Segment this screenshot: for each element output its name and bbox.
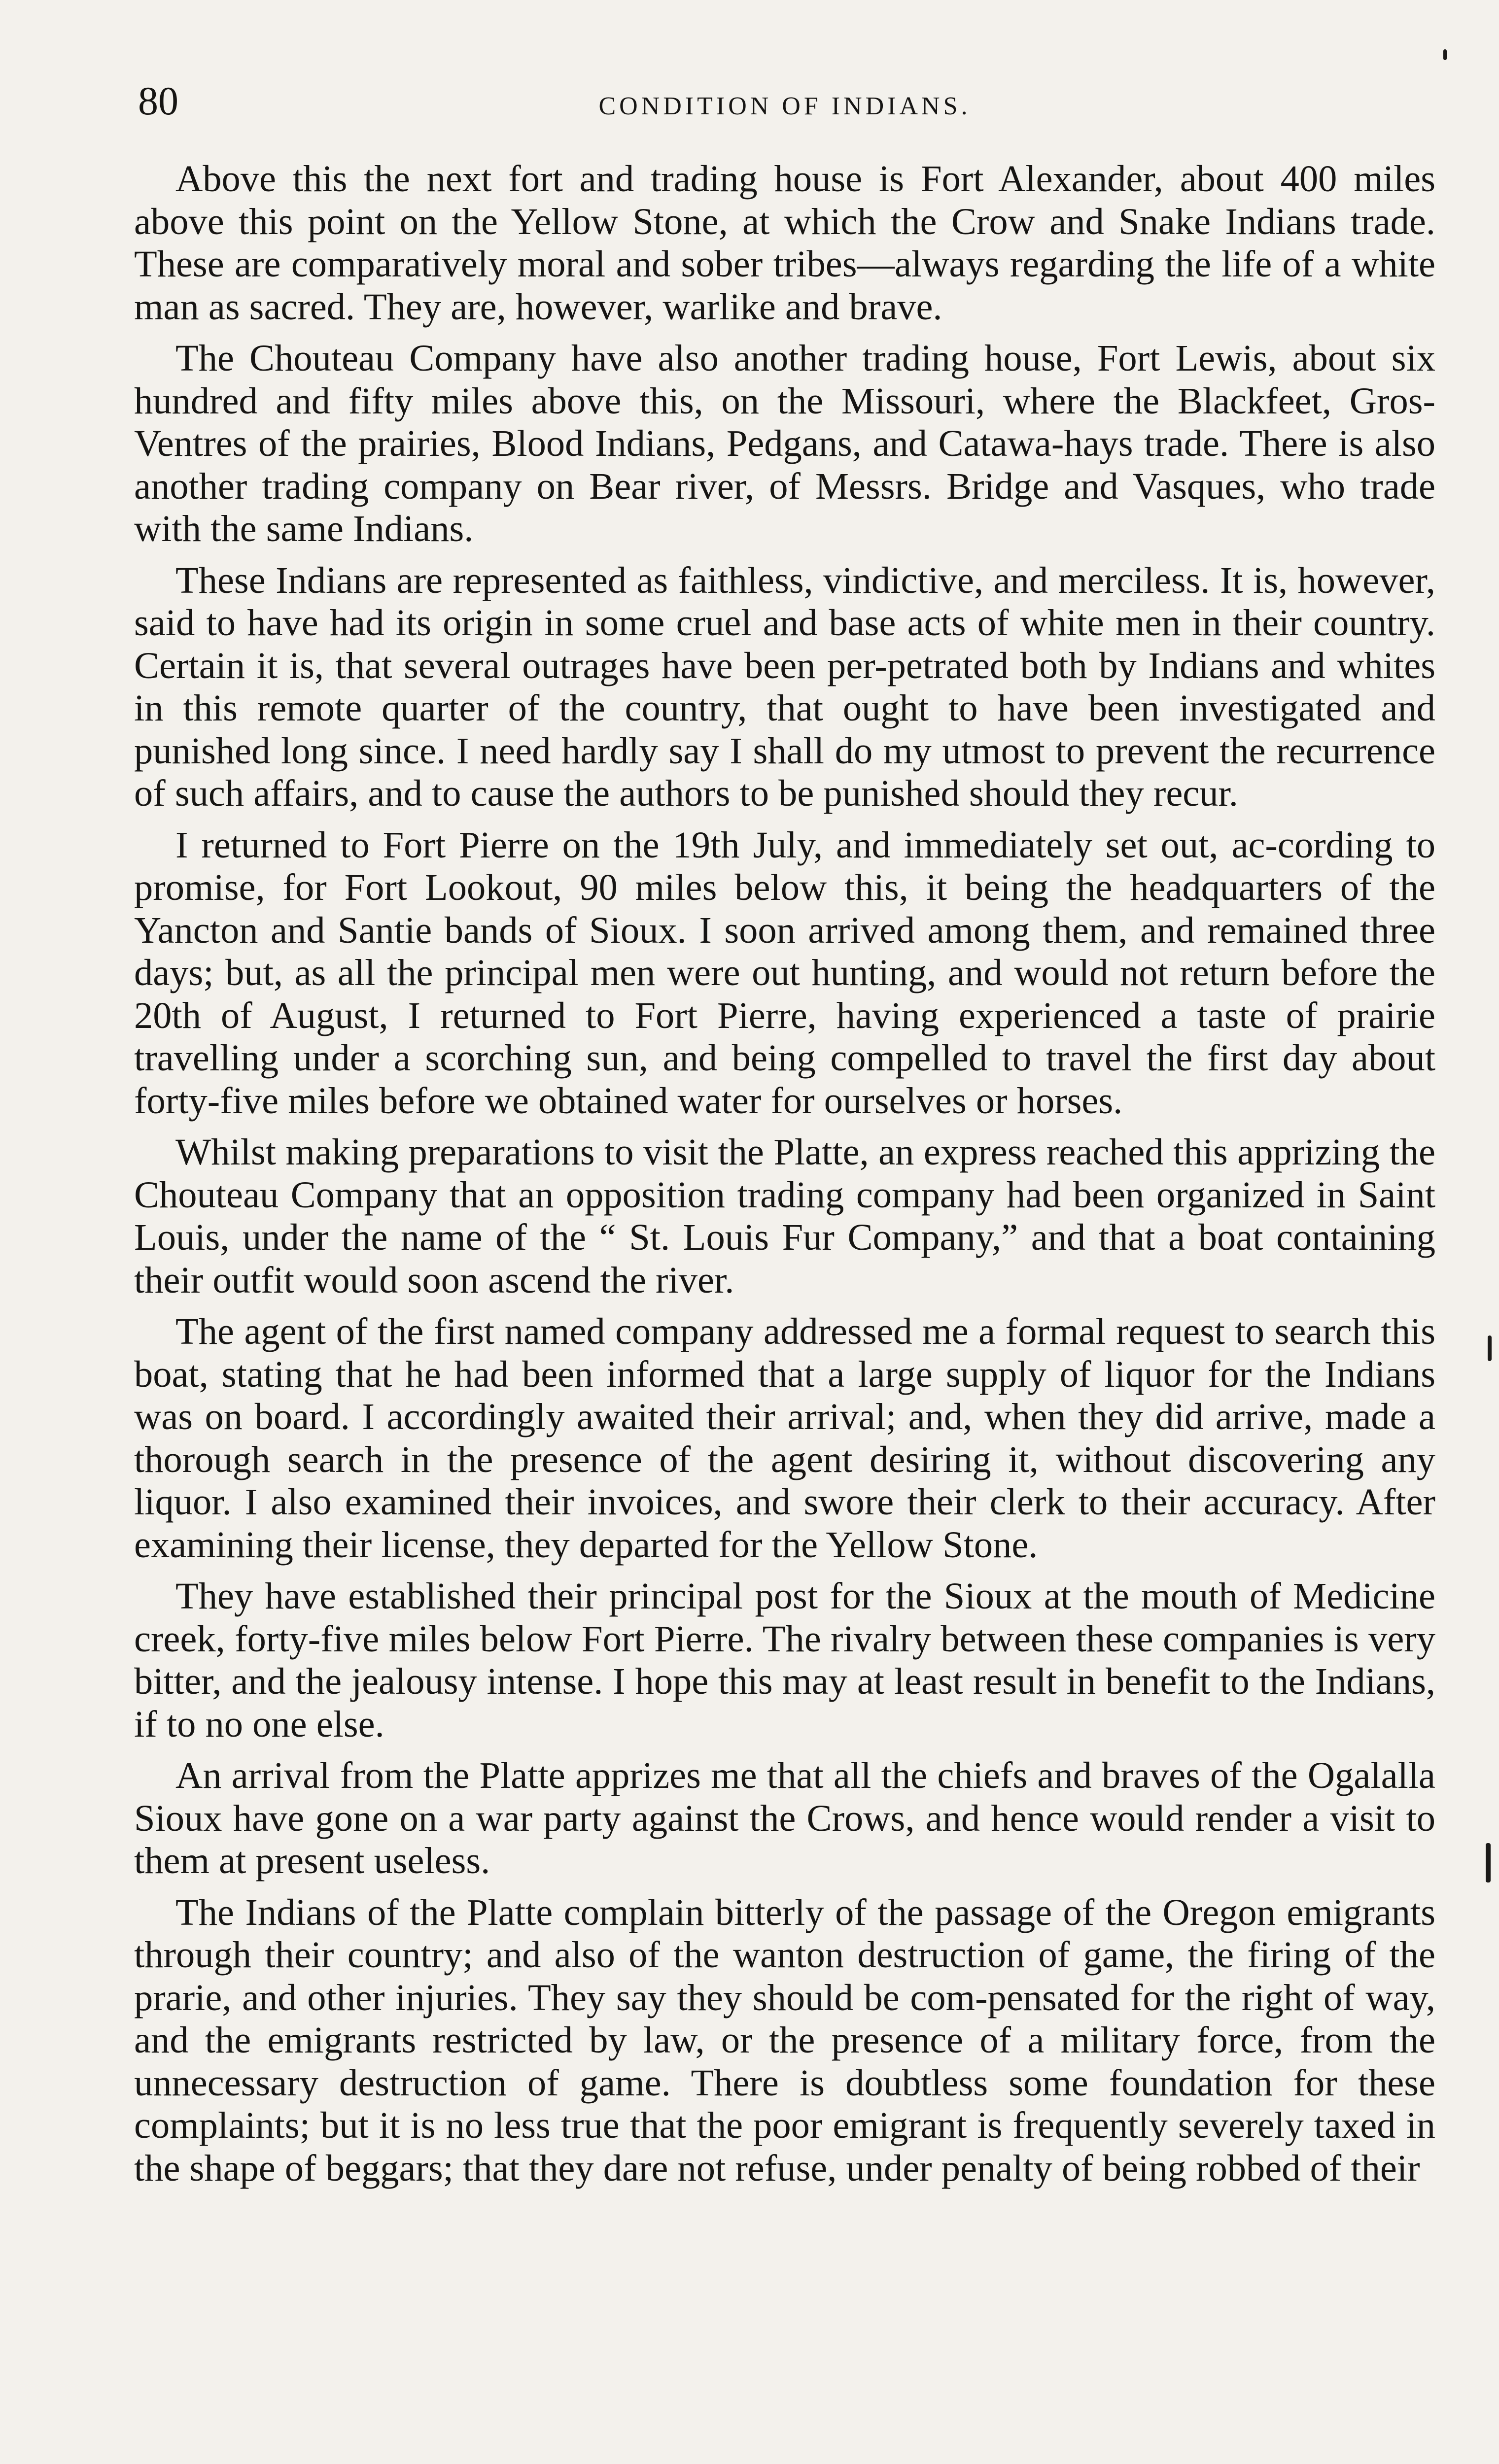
running-title: CONDITION OF INDIANS. <box>598 92 971 120</box>
paragraph: Above this the next fort and trading house is Fort Alexander, about 400 miles above this point on the Yellow Stone, at which the Crow and Snake Indians trade. These are comparatively moral and sober tribes—always regarding the life of a white man as sacred. They are, however, warlike and brave. <box>134 158 1435 328</box>
paragraph: Whilst making preparations to visit the Platte, an express reached this apprizing the Chouteau Company that an opposition trading company had been organized in Saint Louis, under the name of the “ St. Louis Fur Company,” and that a boat containing their outfit would soon ascend the river. <box>134 1131 1435 1301</box>
paragraph: An arrival from the Platte apprizes me that all the chiefs and braves of the Ogalalla Sioux have gone on a war party against the Crows, and hence would render a visit to them at present useless. <box>134 1754 1435 1882</box>
body-text <box>134 158 1435 2198</box>
paragraph: These Indians are represented as faithless, vindictive, and merciless. It is, however, said to have had its origin in some cruel and base acts of white men in their country. Certain it is, that several outrages have been per-petrated both by Indians and whites in this remote quarter of the country, that ought to have been investigated and punished long since. I need hardly say I shall do my utmost to prevent the recurrence of such affairs, and to cause the authors to be punished should they recur. <box>134 559 1435 814</box>
page-header <box>134 74 1435 138</box>
paragraph: I returned to Fort Pierre on the 19th July, and immediately set out, ac-cording to promise, for Fort Lookout, 90 miles below this, it being the headquarters of the Yancton and Santie bands of Sioux. I soon arrived among them, and remained three days; but, as all the principal men were out hunting, and would not return before the 20th of August, I returned to Fort Pierre, having experienced a taste of prairie travelling under a scorching sun, and being compelled to travel the first day about forty-five miles before we obtained water for ourselves or horses. <box>134 823 1435 1122</box>
margin-ink-mark <box>1488 1335 1492 1361</box>
paragraph: They have established their principal post for the Sioux at the mouth of Medicine creek, forty-five miles below Fort Pierre. The rivalry between these companies is very bitter, and the jealousy intense. I hope this may at least result in benefit to the Indians, if to no one else. <box>134 1575 1435 1745</box>
margin-ink-mark <box>1486 1843 1491 1882</box>
paragraph: The agent of the first named company addressed me a formal request to search this boat, stating that he had been informed that a large supply of liquor for the Indians was on board. I accordingly awaited their arrival; and, when they did arrive, made a thorough search in the presence of the agent desiring it, without discovering any liquor. I also examined their invoices, and swore their clerk to their accuracy. After examining their license, they departed for the Yellow Stone. <box>134 1310 1435 1566</box>
page-number: 80 <box>138 78 178 123</box>
margin-ink-mark <box>1443 49 1447 60</box>
paragraph: The Indians of the Platte complain bitterly of the passage of the Oregon emigrants through their country; and also of the wanton destruction of game, the firing of the prarie, and other injuries. They say they should be com-pensated for the right of way, and the emigrants restricted by law, or the presence of a military force, from the unnecessary destruction of game. There is doubtless some foundation for these complaints; but it is no less true that the poor emigrant is frequently severely taxed in the shape of beggars; that they dare not refuse, under penalty of being robbed of their <box>134 1891 1435 2189</box>
paragraph: The Chouteau Company have also another trading house, Fort Lewis, about six hundred and fifty miles above this, on the Missouri, where the Blackfeet, Gros-Ventres of the prairies, Blood Indians, Pedgans, and Catawa-hays trade. There is also another trading company on Bear river, of Messrs. Bridge and Vasques, who trade with the same Indians. <box>134 337 1435 549</box>
